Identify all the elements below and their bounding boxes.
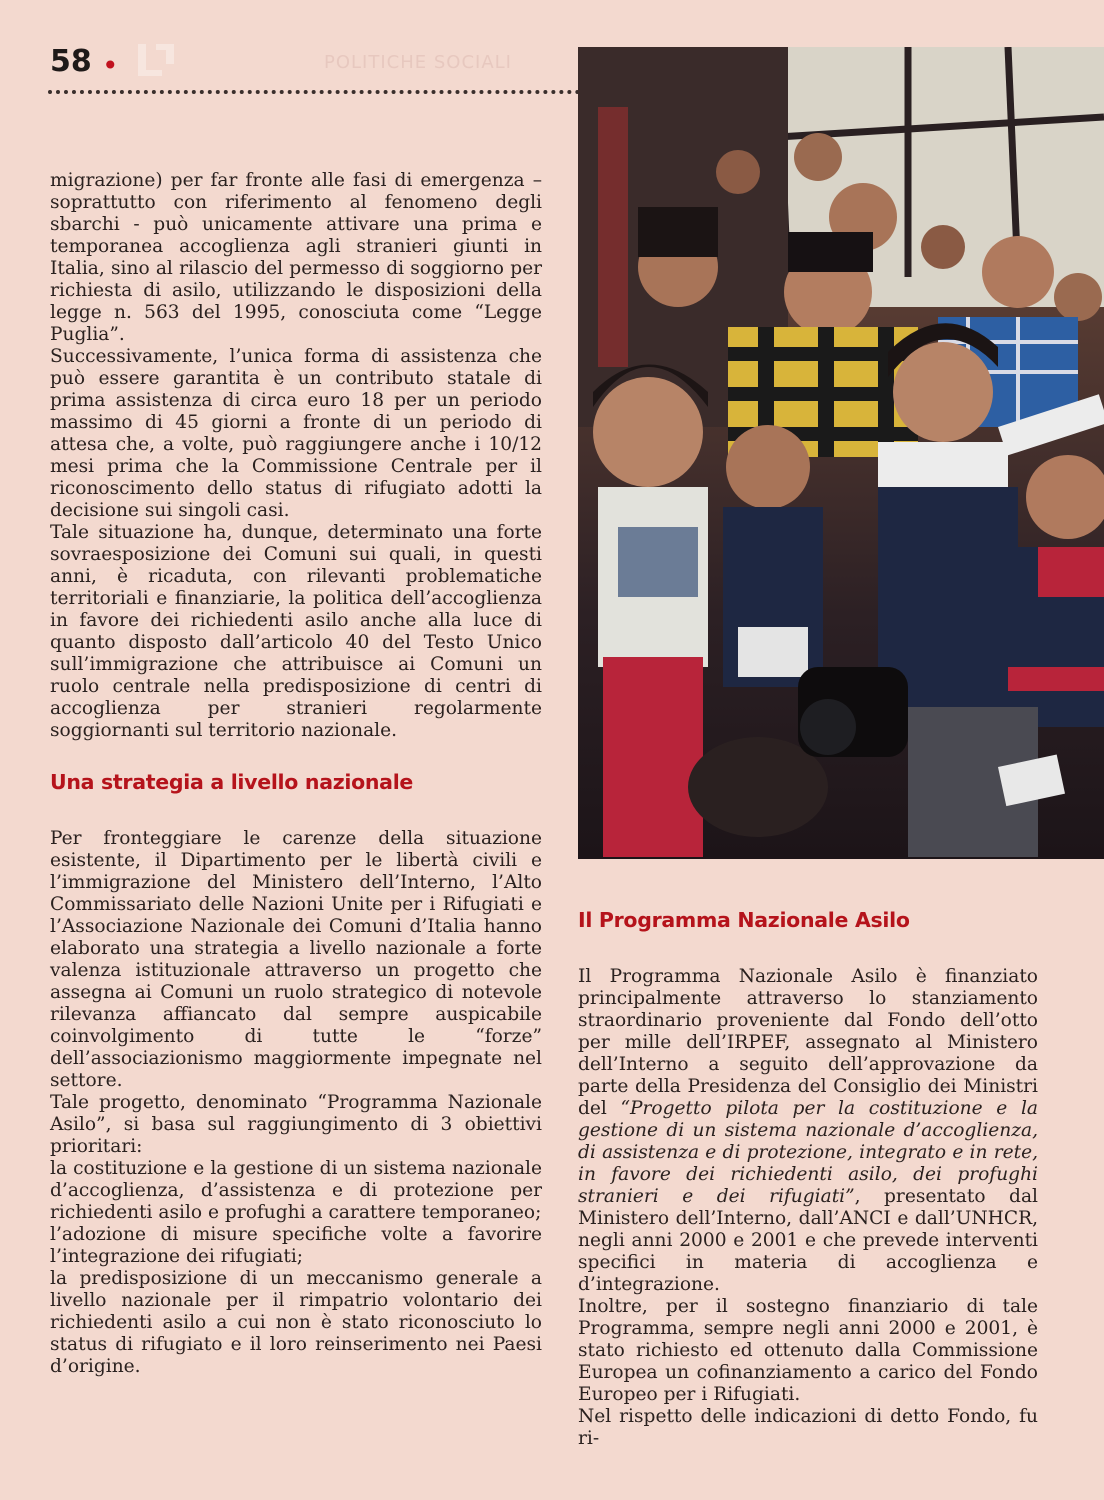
- running-section-title: POLITICHE SOCIALI: [324, 52, 512, 73]
- pilot-project-title: “Progetto pilota per la costituzione e la gestione di un sistema nazionale d’accoglienza, di assistenza e di protezione, integrato e in rete, in favore dei richiedenti asilo, dei profughi stranieri e dei rifugiati”: [578, 1098, 1039, 1207]
- header-dotted-rule: [48, 90, 588, 94]
- objectives-list: [50, 1158, 542, 1378]
- objective-item: la costituzione e la gestione di un sistema nazionale d’accoglienza, d’assistenza e di protezione per richiedenti asilo e profughi a carattere temporaneo;: [50, 1158, 542, 1223]
- paragraph-project: Tale progetto, denominato “Programma Nazionale Asilo”, si basa sul raggiungimento di 3 obiettivi prioritari:: [50, 1092, 542, 1157]
- paragraph-funding: [578, 966, 1038, 1296]
- page-number: 58: [50, 44, 92, 79]
- page-header: [44, 34, 604, 104]
- paragraph-assistance: Successivamente, l’unica forma di assistenza che può essere garantita è un contributo statale di prima assistenza di circa euro 18 per un periodo massimo di 45 giorni a fronte di un periodo di attesa che, a volte, può raggiungere anche i 10/12 mesi prima che la Commissione Centrale per il riconoscimento dello status di rifugiato adotti la decisione sui singoli casi.: [50, 346, 542, 521]
- subhead-national-asylum-programme: Il Programma Nazionale Asilo: [578, 908, 910, 932]
- paragraph-municipalities: Tale situazione ha, dunque, determinato una forte sovraesposizione dei Comuni sui quali, in questi anni, è ricaduta, con rilevanti problematiche territoriali e finanziarie, la politica dell’accoglienza in favore dei richiedenti asilo anche alla luce di quanto disposto dall’articolo 40 del Testo Unico sull’immigrazione che attribuisce ai Comuni un ruolo centrale nella predisposizione di centri di accoglienza per stranieri regolarmente soggiornanti sul territorio nazionale.: [50, 522, 542, 741]
- funding-text: Il Programma Nazionale Asilo è finanziato principalmente attraverso lo stanziamento straordinario proveniente dal Fondo dell’otto per mille dell’IRPEF, assegnato al Ministero dell’Interno a seguito dell’approvazione da parte della Presidenza del Consiglio dei Ministri del: [578, 966, 1038, 1119]
- objective-item: la predisposizione di un meccanismo generale a livello nazionale per il rimpatrio volontario dei richiedenti asilo a cui non è stato riconosciuto lo status di rifugiato e il loro reinserimento nei Paesi d’origine.: [50, 1268, 542, 1377]
- left-column: [50, 170, 542, 1378]
- right-column: [578, 908, 1038, 1450]
- funding-text-continued: , presentato dal Ministero dell’Interno, dall’ANCI e dall’UNHCR, negli anni 2000 e 2001 e che prevede interventi specifici in materia di accoglienza e d’integrazione.: [578, 1186, 1038, 1295]
- subhead-national-strategy: Una strategia a livello nazionale: [50, 770, 414, 794]
- paragraph-emergency: migrazione) per far fronte alle fasi di emergenza – soprattutto con riferimento al fenomeno degli sbarchi - può unicamente attivare una prima e temporanea accoglienza agli stranieri giunti in Italia, sino al rilascio del permesso di soggiorno per richiesta di asilo, utilizzando le disposizioni della legge n. 563 del 1995, conosciuta come “Legge Puglia”.: [50, 170, 542, 345]
- paragraph-fund-indications: Nel rispetto delle indicazioni di detto Fondo, fu ri-: [578, 1406, 1038, 1449]
- children-photo: [578, 47, 1104, 859]
- magazine-logo-icon: [132, 40, 180, 78]
- bullet-dot-icon: •: [102, 49, 119, 82]
- objective-item: l’adozione di misure specifiche volte a favorire l’integrazione dei rifugiati;: [50, 1224, 542, 1267]
- paragraph-eu-cofinancing: Inoltre, per il sostegno finanziario di tale Programma, sempre negli anni 2000 e 2001, è stato richiesto ed ottenuto dalla Commissione Europea un cofinanziamento a carico del Fondo Europeo per i Rifugiati.: [578, 1296, 1038, 1405]
- children-photo-illustration: [578, 47, 1104, 859]
- paragraph-strategy: Per fronteggiare le carenze della situazione esistente, il Dipartimento per le libertà civili e l’immigrazione del Ministero dell’Interno, l’Alto Commissariato delle Nazioni Unite per i Rifugiati e l’Associazione Nazionale dei Comuni d’Italia hanno elaborato una strategia a livello nazionale a forte valenza istituzionale attraverso un progetto che assegna ai Comuni un ruolo strategico di notevole rilevanza affiancato dal sempre auspicabile coinvolgimento di tutte le “forze” dell’associazionismo maggiormente impegnate nel settore.: [50, 828, 542, 1091]
